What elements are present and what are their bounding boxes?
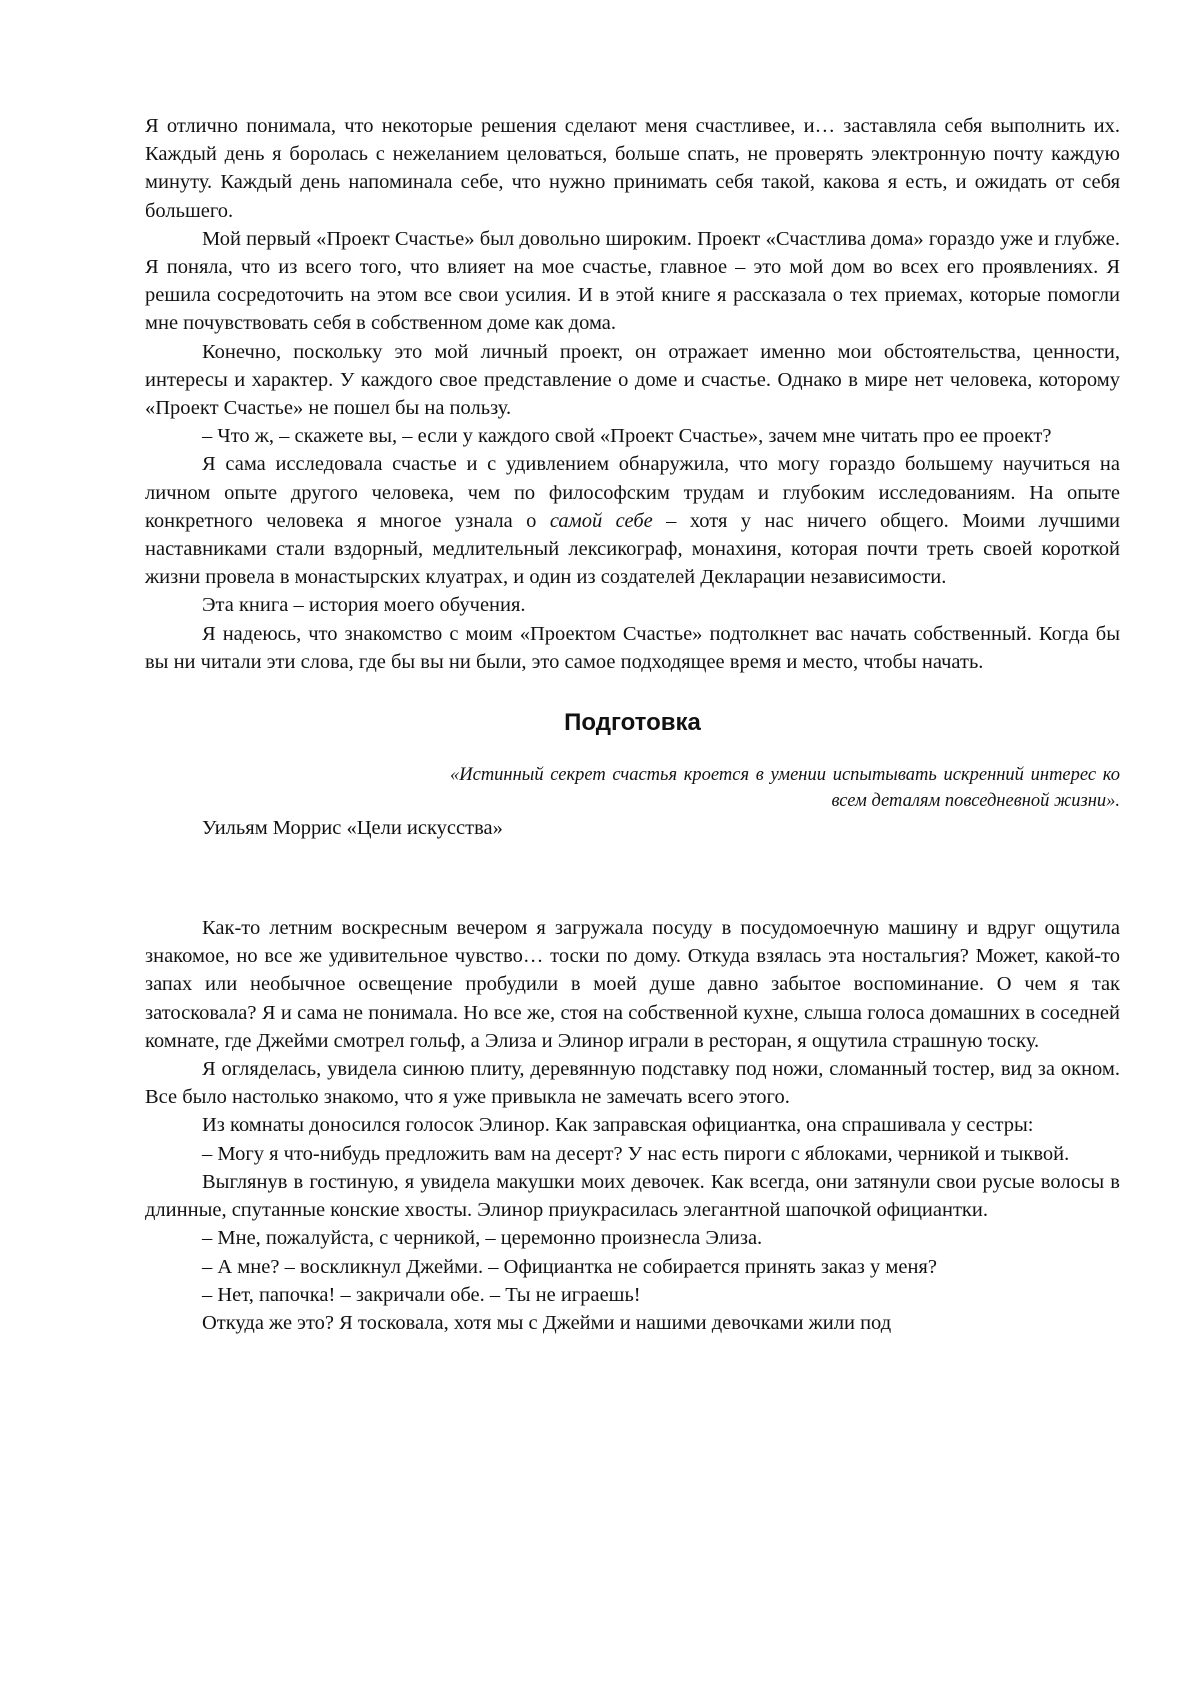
paragraph-11: – Могу я что-нибудь предложить вам на десерт? У нас есть пироги с яблоками, черникой и тыквой. xyxy=(202,1142,1070,1165)
paragraph-15: – Нет, папочка! – закричали обе. – Ты не играешь! xyxy=(202,1283,641,1306)
paragraph-4: – Что ж, – скажете вы, – если у каждого свой «Проект Счастье», зачем мне читать про ее проект? xyxy=(202,425,1052,448)
paragraph-10: Из комнаты доносился голосок Элинор. Как заправская официантка, она спрашивала у сестры: xyxy=(202,1114,1034,1137)
paragraph-13: – Мне, пожалуйста, с черникой, – церемонно произнесла Элиза. xyxy=(202,1227,763,1250)
paragraph-16: Откуда же это? Я тосковала, хотя мы с Джейми и нашими девочками жили под xyxy=(202,1311,892,1334)
paragraph-5-text-start: Я сама исследовала счастье и с удивлением обнаружила, что могу гораздо большему научиться на личном опыте другого человека, чем по философским трудам и глубоким исследованиям. На опыте конкретного человека я многое узнала о xyxy=(145,453,1120,532)
epigraph-quote: «Истинный секрет счастья кроется в умении испытывать искренний интерес ко всем деталям повседневной жизни». xyxy=(450,765,1120,812)
paragraph-1: Я отлично понимала, что некоторые решения сделают меня счастливее, и… заставляла себя выполнить их. Каждый день я боролась с нежеланием целоваться, больше спать, не проверять электронную почту каждую минуту. Каждый день напоминала себе, что нужно принимать себя такой, какова я есть, и ожидать от себя большего. xyxy=(145,115,1120,222)
section-spacer xyxy=(145,842,1120,914)
paragraph-8: Как-то летним воскресным вечером я загружала посуду в посудомоечную машину и вдруг ощутила знакомое, но все же удивительное чувство… тоски по дому. Откуда взялась эта ностальгия? Может, какой-то запах или необычное освещение пробудили в моей душе давно забытое воспоминание. О чем я так затосковала? Я и сама не понимала. Но все же, стоя на собственной кухне, слыша голоса домашних в соседней комнате, где Джейми смотрел гольф, а Элиза и Элинор играли в ресторан, я ощутила страшную тоску. xyxy=(145,917,1120,1052)
paragraph-9: Я огляделась, увидела синюю плиту, деревянную подставку под ножи, сломанный тостер, вид за окном. Все было настолько знакомо, что я уже привыкла не замечать всего этого. xyxy=(145,1058,1120,1109)
paragraph-5 xyxy=(145,450,1120,591)
epigraph-attribution: Уильям Моррис «Цели искусства» xyxy=(202,817,503,840)
paragraph-12: Выглянув в гостиную, я увидела макушки моих девочек. Как всегда, они затянули свои русые волосы в длинные, спутанные конские хвосты. Элинор приукрасилась элегантной шапочкой официантки. xyxy=(145,1170,1120,1222)
paragraph-5-emphasis: самой себе xyxy=(549,509,653,532)
paragraph-3: Конечно, поскольку это мой личный проект, он отражает именно мои обстоятельства, ценности, интересы и характер. У каждого свое представление о доме и счастье. Однако в мире нет человека, которому «Проект Счастье» не пошел бы на пользу. xyxy=(145,340,1120,420)
paragraph-14: – А мне? – воскликнул Джейми. – Официантка не собирается принять заказ у меня? xyxy=(202,1255,937,1278)
document-page xyxy=(145,112,1120,1337)
section-heading: Подготовка xyxy=(564,709,701,737)
paragraph-5-text-end: – хотя у нас ничего общего. Моими лучшими наставниками стали вздорный, медлительный лексикограф, монахиня, которая почти треть своей короткой жизни провела в монастырских клуатрах, и один из создателей Декларации независимости. xyxy=(145,509,1120,589)
paragraph-7: Я надеюсь, что знакомство с моим «Проектом Счастье» подтолкнет вас начать собственный. Когда бы вы ни читали эти слова, где бы вы ни были, это самое подходящее время и место, чтобы начать. xyxy=(145,622,1120,673)
paragraph-2: Мой первый «Проект Счастье» был довольно широким. Проект «Счастлива дома» гораздо уже и глубже. Я поняла, что из всего того, что влияет на мое счастье, главное – это мой дом во всех его проявлениях. Я решила сосредоточить на этом все свои усилия. И в этой книге я рассказала о тех приемах, которые помогли мне почувствовать себя в собственном доме как дома. xyxy=(145,227,1120,335)
paragraph-6: Эта книга – история моего обучения. xyxy=(202,594,526,617)
